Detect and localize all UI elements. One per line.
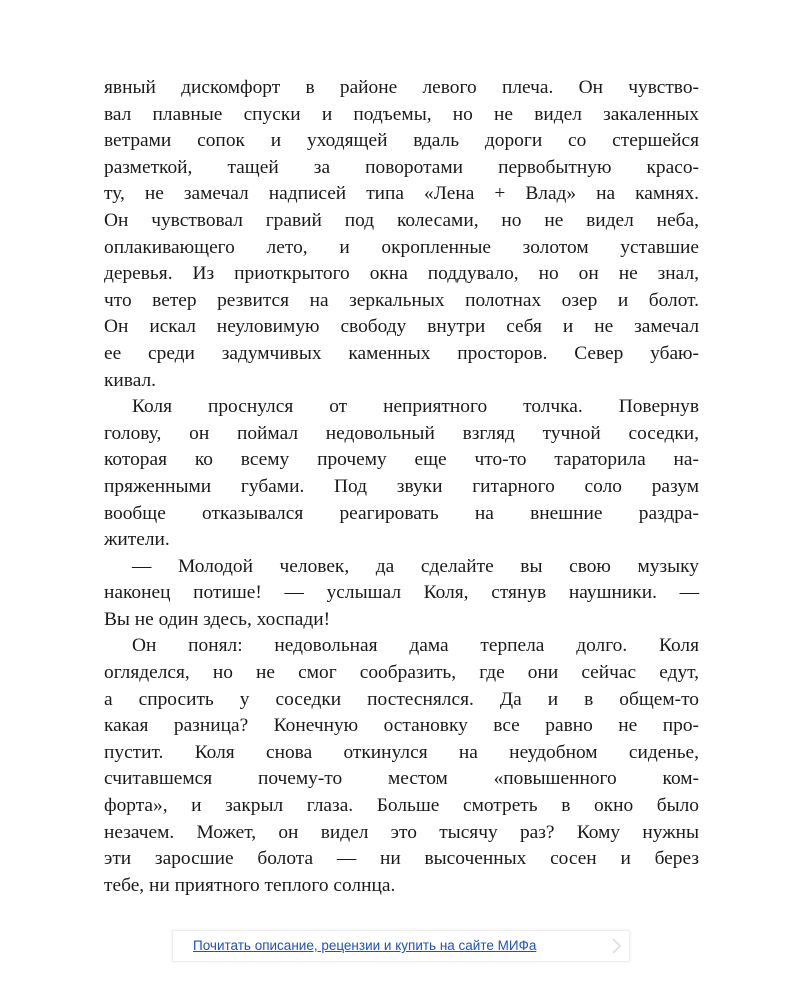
text-line: Он чувствовал гравий под колесами, но не видел неба, (104, 209, 699, 231)
text-line: что ветер резвится на зеркальных полотнах озер и болот. (104, 289, 699, 311)
text-line: ту, не замечал надписей типа «Лена + Влад» на камнях. (104, 183, 699, 205)
text-line: огляделся, но не смог сообразить, где они сейчас едут, (104, 662, 699, 684)
text-line: разметкой, тащей за поворотами первобытную красо- (104, 156, 699, 178)
text-line: оплакивающего лето, и окропленные золотом уставшие (104, 236, 699, 258)
paragraph (104, 633, 699, 899)
text-line: считавшемся почему-то местом «повышенного ком- (104, 768, 699, 790)
paragraph (104, 554, 699, 634)
text-line: кивал. (104, 369, 156, 391)
body-text (104, 75, 699, 899)
buy-link-banner[interactable] (172, 930, 630, 962)
text-line: Вы не один здесь, хоспади! (104, 608, 331, 630)
buy-link[interactable]: Почитать описание, рецензии и купить на сайте МИФа (193, 938, 537, 953)
chevron-right-icon (609, 937, 623, 955)
text-line: форта», и закрыл глаза. Больше смотреть в окно было (104, 795, 699, 817)
text-line: вообще отказывался реагировать на внешние раздра- (104, 502, 699, 524)
text-line: явный дискомфорт в районе левого плеча. Он чувство- (104, 77, 699, 98)
text-line: жители. (104, 529, 170, 551)
text-line: эти заросшие болота — ни высоченных сосен и берез (104, 848, 699, 870)
text-line: которая ко всему прочему еще что-то тараторила на- (104, 449, 699, 471)
text-line: пряженными губами. Под звуки гитарного соло разум (104, 475, 699, 497)
text-line: а спросить у соседки постеснялся. Да и в общем-то (104, 688, 699, 710)
text-line: ветрами сопок и уходящей вдаль дороги со стершейся (104, 130, 699, 152)
text-line: Он искал неуловимую свободу внутри себя и не замечал (104, 316, 699, 338)
paragraph (104, 394, 699, 554)
text-line: ее среди задумчивых каменных просторов. Север убаю- (104, 342, 699, 364)
text-line: какая разница? Конечную остановку все равно не про- (104, 715, 699, 737)
text-line: вал плавные спуски и подъемы, но не видел закаленных (104, 103, 699, 125)
text-line: наконец потише! — услышал Коля, стянув наушники. — (104, 582, 699, 604)
text-line: Коля проснулся от неприятного толчка. Повернув (132, 396, 699, 418)
paragraph (104, 75, 699, 394)
text-line: пустит. Коля снова откинулся на неудобном сиденье, (104, 741, 699, 763)
text-line: незачем. Может, он видел это тысячу раз? Кому нужны (104, 821, 699, 843)
text-line: деревья. Из приоткрытого окна поддувало, но он не знал, (104, 263, 699, 285)
text-line: тебе, ни приятного теплого солнца. (104, 874, 396, 896)
text-line: голову, он поймал недовольный взгляд тучной соседки, (104, 422, 699, 444)
text-line: — Молодой человек, да сделайте вы свою музыку (132, 555, 699, 577)
text-line: Он понял: недовольная дама терпела долго. Коля (132, 635, 699, 657)
